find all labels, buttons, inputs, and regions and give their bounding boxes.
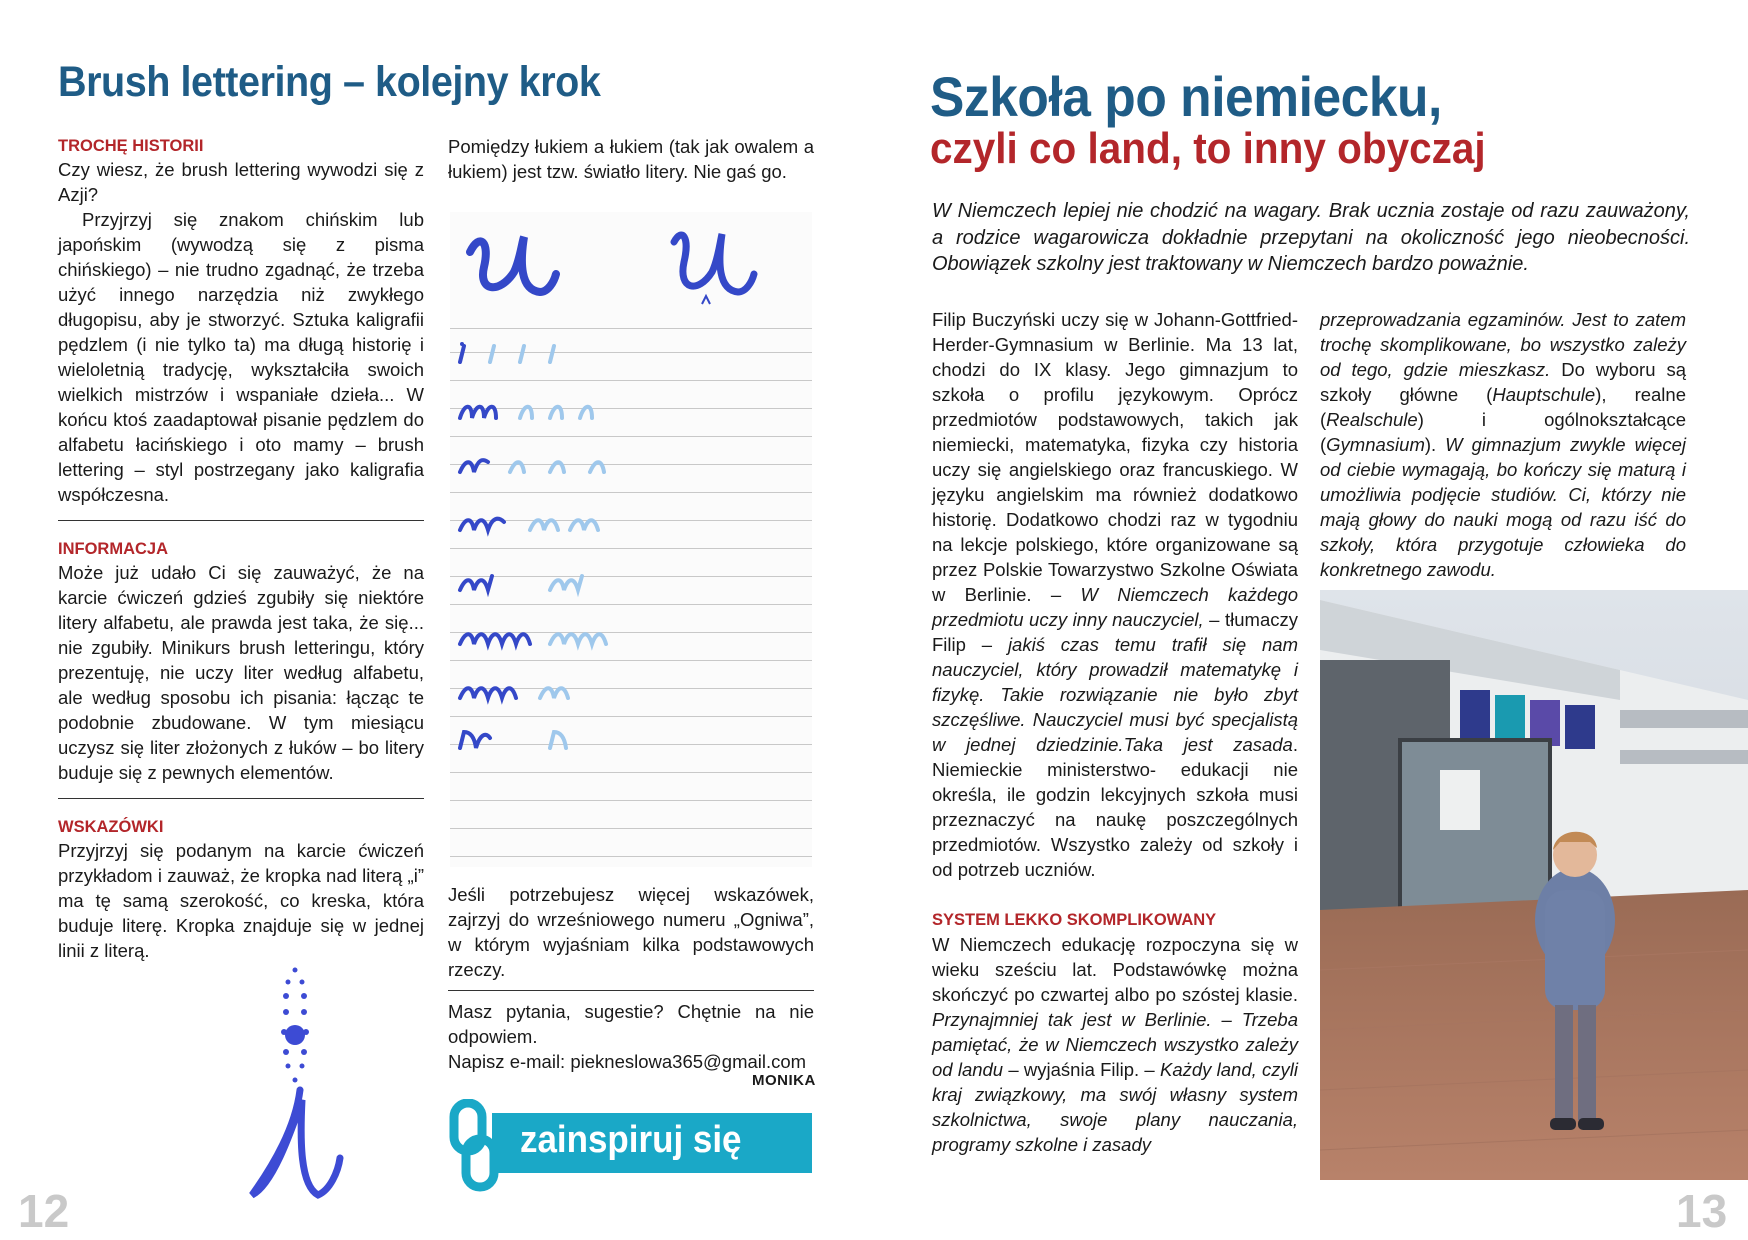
paragraph: Pomiędzy łukiem a łukiem (tak jak owalem a łukiem) jest tzw. światło litery. Nie gaś go. bbox=[448, 136, 814, 182]
article-title-left: Brush lettering – kolejny krok bbox=[58, 58, 601, 106]
divider bbox=[58, 520, 424, 521]
section-heading-history: TROCHĘ HISTORII bbox=[58, 137, 204, 155]
divider bbox=[58, 798, 424, 799]
section-heading-system: SYSTEM LEKKO SKOMPLIKOWANY bbox=[932, 911, 1217, 929]
badge-label: zainspiruj się bbox=[520, 1119, 742, 1161]
paragraph: Filip Buczyński uczy się w Johann-Gottfried-Herder-Gymnasium w Berlinie. Ma 13 lat, chodzi do IX klasy. Jego gimnazjum to szkoła o profilu językowym. Oprócz przedmiotów podstawowych, takich jak niemiecki, matematyka, fizyka czy historia uczy się angielskiego oraz francuskiego. W języku angielskim ma również dodatkowo historię. Dodatkowo chodzi raz w tygodniu na lekcje polskiego, które organizowane są przez Polskie Towarzystwo Szkolne Oświata w Berlinie. – W Niemczech każdego przedmiotu uczy inny nauczyciel, – tłumaczy Filip – jakiś czas temu trafił się nam nauczyciel, który prowadził matematykę i fizykę. Takie rozwiązanie nie było zbyt szczęśliwe. Nauczyciel musi być specjalistą w jednej dziedzinie.Taka jest zasada. Niemieckie ministerstwo- edukacji nie określa, ile godzin lekcyjnych szkoła musi przeznaczyć na naukę poszczególnych przedmiotów. Wszystko zależy od szkoły i od potrzeb uczniów. bbox=[932, 309, 1298, 880]
practice-sheet bbox=[450, 212, 812, 867]
left-column-2 bbox=[448, 134, 814, 184]
divider bbox=[448, 990, 814, 991]
paragraph: Masz pytania, sugestie? Chętnie na nie odpowiem. bbox=[448, 1001, 814, 1047]
paragraph: W Niemczech edukację rozpoczyna się w wieku sześciu lat. Podstawówkę można skończyć po czwartej albo po szóstej klasie. Przynajmniej tak jest w Berlinie. – Trzeba pamiętać, że w Niemczech wszystko zależy od landu – wyjaśnia Filip. – Każdy land, czyli kraj związkowy, ma swój własny system szkolnictwa, swoje plany nauczania, programy szkolne i zasady bbox=[932, 934, 1298, 1155]
paragraph: Może już udało Ci się zauważyć, że na karcie ćwiczeń gdzieś zgubiły się niektóre litery alfabetu, ale prawda jest taka, że się... nie zgubiły. Minikurs brush letteringu, który prezentuję, nie uczy liter według alfabetu, ale według sposobu ich pisania: łącząc te podobnie zbudowane. W tym miesiącu uczysz się liter złożonych z łuków – bo litery buduje się z pewnych elementów. bbox=[58, 562, 424, 783]
right-column-1 bbox=[932, 307, 1298, 1157]
letter-u-examples bbox=[450, 212, 812, 322]
paragraph: Jeśli potrzebujesz więcej wskazówek, zajrzyj do wrześniowego numeru „Ogniwa”, w którym wyjaśniam kilka podstawowych rzeczy. bbox=[448, 884, 814, 980]
left-column-2-bottom bbox=[448, 882, 814, 1074]
letter-i-illustration bbox=[190, 960, 380, 1210]
practice-strokes bbox=[450, 332, 812, 752]
email-text: Napisz e-mail: piekneslowa365@gmail.com bbox=[448, 1051, 807, 1072]
page-number-left: 12 bbox=[18, 1185, 70, 1237]
lead-paragraph: W Niemczech lepiej nie chodzić na wagary. Brak ucznia zostaje od razu zauważony, a rodzice wagarowicza dokładnie przepytani na okoliczność jego nieobecności. Obowiązek szkolny jest traktowany w Niemczech bardzo poważnie. bbox=[932, 200, 1690, 275]
paragraph: przeprowadzania egzaminów. Jest to zatem trochę skomplikowane, bo wszystko zależy od tego, gdzie mieszkasz. Do wyboru są szkoły główne (Hauptschule), realne (Realschule) i ogólnokształcące (Gymnasium). W gimnazjum zwykle więcej od ciebie wymagają, bo kończy się maturą i umożliwia podjęcie studiów. Ci, którzy nie mają głowy do nauki mogą od razu iść do szkoły, która przygotuje człowieka do konkretnego zawodu. bbox=[1320, 309, 1687, 580]
page-number-right: 13 bbox=[1676, 1185, 1728, 1237]
paragraph: Przyjrzyj się podanym na karcie ćwiczeń przykładom i zauważ, że kropka nad literą „i” ma tę samą szerokość, co kreska, która buduje literę. Kropka znajduje się w jednej linii z literą. bbox=[58, 840, 424, 961]
section-heading-info: INFORMACJA bbox=[58, 540, 168, 558]
photo-student-at-school bbox=[1320, 590, 1748, 1180]
article-subtitle-right: czyli co land, to inny obyczaj bbox=[930, 124, 1486, 173]
section-heading-tips: WSKAZÓWKI bbox=[58, 818, 164, 836]
article-title-right: Szkoła po niemiecku, bbox=[930, 65, 1442, 128]
paragraph: Czy wiesz, że brush lettering wywodzi się z Azji? bbox=[58, 159, 424, 205]
inspire-badge bbox=[448, 1099, 814, 1173]
paragraph: Przyjrzyj się znakom chińskim lub japońskim (wywodzą się z pisma chińskiego) – nie trudno zgadnąć, że trzeba użyć innego narzędzia niż zwykłego długopisu, aby je stworzyć. Sztuka kaligrafii pędzlem (i nie tylko ta) ma długą historię i wieloletnią tradycję, wykształciła swoich wielkich mistrzów i wspaniałe dzieła... W końcu ktoś zaadaptował pisanie pędzlem do alfabetu łacińskiego i oto mamy – brush lettering – styl postrzegany jako kaligrafia współczesna. bbox=[58, 209, 424, 505]
signature: MONIKA bbox=[752, 1072, 816, 1089]
left-column-1 bbox=[58, 134, 424, 963]
right-column-2 bbox=[1320, 307, 1686, 582]
